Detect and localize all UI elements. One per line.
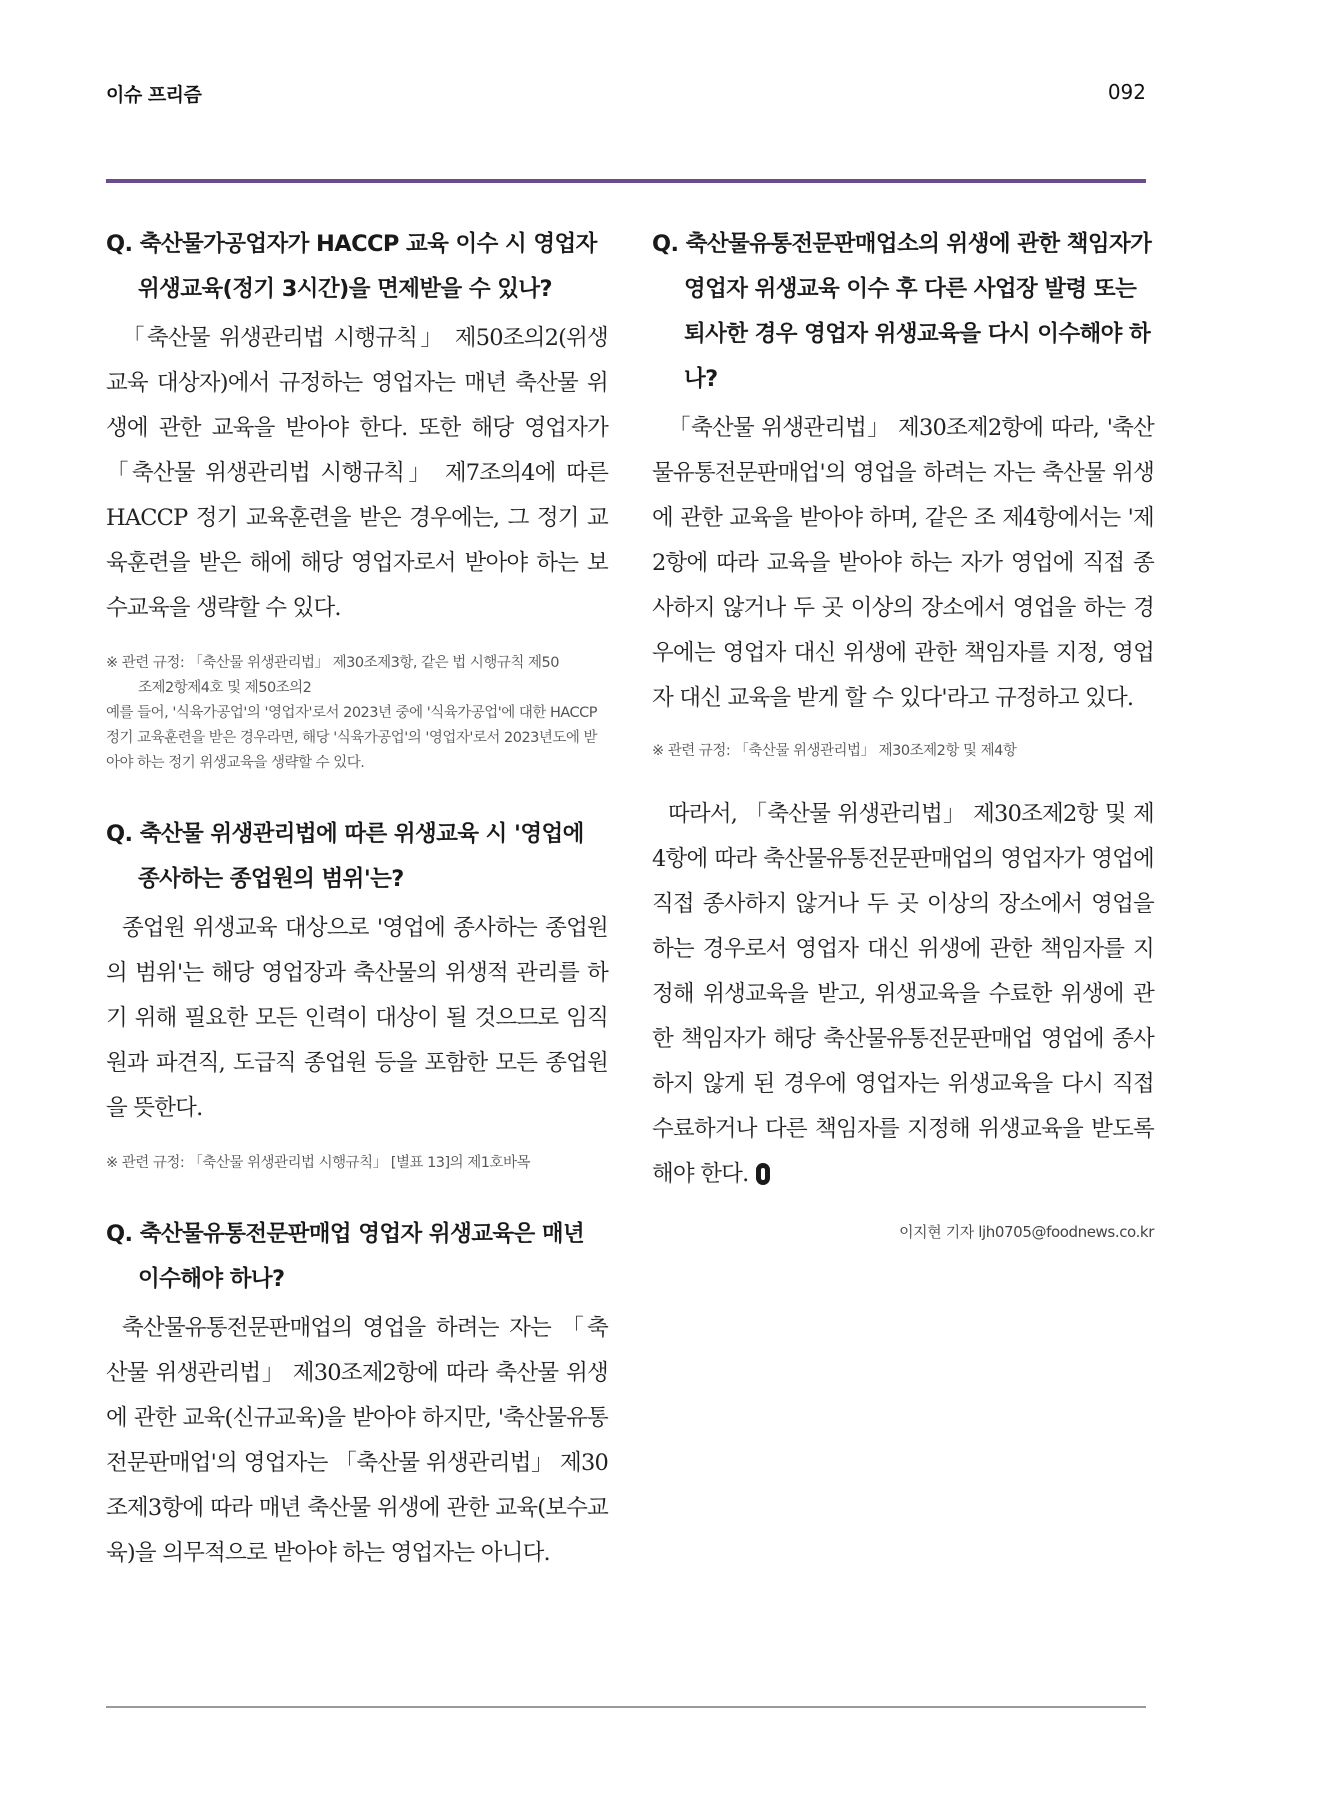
note-2: ※ 관련 규정: 「축산물 위생관리법 시행규칙」 [별표 13]의 제1호바목 bbox=[106, 1155, 531, 1171]
conclusion bbox=[652, 792, 1154, 1197]
left-column bbox=[106, 222, 608, 1576]
note-1-line-1: ※ 관련 규정: 「축산물 위생관리법」 제30조제3항, 같은 법 시행규칙 제50 bbox=[106, 655, 559, 671]
answer-4: 「축산물 위생관리법」 제30조제2항에 따라, '축산물유통전문판매업'의 영업을 하려는 자는 축산물 위생에 관한 교육을 받아야 하며, 같은 조 제4항에서는 '제2항에 따라 교육을 받아야 하는 자가 영업에 직접 종사하지 않거나 두 곳 이상의 장소에서 영업을 하는 경우에는 영업자 대신 위생에 관한 책임자를 지정, 영업자 대신 교육을 받게 할 수 있다'라고 규정하고 있다. bbox=[652, 415, 1154, 711]
note-1-regulation bbox=[106, 651, 608, 701]
question-2: Q. 축산물 위생관리법에 따른 위생교육 시 '영업에 종사하는 종업원의 범위'는? bbox=[106, 821, 584, 892]
spacer bbox=[106, 776, 608, 812]
answer-2: 종업원 위생교육 대상으로 '영업에 종사하는 종업원의 범위'는 해당 영업장과 축산물의 위생적 관리를 하기 위해 필요한 모든 인력이 대상이 될 것으므로 임직원과 파견직, 도급직 종업원 등을 포함한 모든 종업원을 뜻한다. bbox=[106, 915, 608, 1121]
spacer bbox=[652, 764, 1154, 792]
note-1-example: 예를 들어, '식육가공업'의 '영업자'로서 2023년 중에 '식육가공업'에 대한 HACCP 정기 교육훈련을 받은 경우라면, 해당 '식육가공업'의 '영업자'로서 2023년도에 받아야 하는 정기 위생교육을 생략할 수 있다. bbox=[106, 705, 598, 771]
right-column bbox=[652, 222, 1154, 1242]
note-4: ※ 관련 규정: 「축산물 위생관리법」 제30조제2항 및 제4항 bbox=[652, 743, 1017, 759]
note-1-line-2: 조제2항제4호 및 제50조의2 bbox=[138, 680, 312, 696]
answer-3: 축산물유통전문판매업의 영업을 하려는 자는 「축산물 위생관리법」 제30조제2항에 따라 축산물 위생에 관한 교육(신규교육)을 받아야 하지만, '축산물유통전문판매업'의 영업자는 「축산물 위생관리법」 제30조제3항에 따라 매년 축산물 위생에 관한 교육(보수교육)을 의무적으로 받아야 하는 영업자는 아니다. bbox=[106, 1315, 608, 1566]
answer-1: 「축산물 위생관리법 시행규칙」 제50조의2(위생교육 대상자)에서 규정하는 영업자는 매년 축산물 위생에 관한 교육을 받아야 한다. 또한 해당 영업자가 「축산물 위생관리법 시행규칙」 제7조의4에 따른 HACCP 정기 교육훈련을 받은 경우에는, 그 정기 교육훈련을 받은 해에 해당 영업자로서 받아야 하는 보수교육을 생략할 수 있다. bbox=[106, 325, 608, 621]
footer-divider bbox=[106, 1706, 1146, 1708]
question-1: Q. 축산물가공업자가 HACCP 교육 이수 시 영업자 위생교육(정기 3시간)을 면제받을 수 있나? bbox=[106, 231, 597, 302]
end-mark-icon bbox=[756, 1163, 770, 1185]
section-label: 이슈 프리즘 bbox=[106, 84, 202, 106]
question-4: Q. 축산물유통전문판매업소의 위생에 관한 책임자가 영업자 위생교육 이수 후 다른 사업장 발령 또는 퇴사한 경우 영업자 위생교육을 다시 이수해야 하나? bbox=[652, 231, 1152, 392]
question-3: Q. 축산물유통전문판매업 영업자 위생교육은 매년 이수해야 하나? bbox=[106, 1221, 585, 1292]
page-number: 092 bbox=[1107, 80, 1146, 104]
spacer bbox=[106, 1176, 608, 1212]
header-divider bbox=[106, 179, 1146, 183]
conclusion-text: 따라서, 「축산물 위생관리법」 제30조제2항 및 제4항에 따라 축산물유통전문판매업의 영업자가 영업에 직접 종사하지 않거나 두 곳 이상의 장소에서 영업을 하는 경우로서 영업자 대신 위생에 관한 책임자를 지정해 위생교육을 받고, 위생교육을 수료한 위생에 관한 책임자가 해당 축산물유통전문판매업 영업에 종사하지 않게 된 경우에 영업자는 위생교육을 다시 직접 수료하거나 다른 책임자를 지정해 위생교육을 받도록 해야 한다. bbox=[652, 801, 1154, 1187]
byline: 이지현 기자 ljh0705@foodnews.co.kr bbox=[899, 1223, 1154, 1241]
